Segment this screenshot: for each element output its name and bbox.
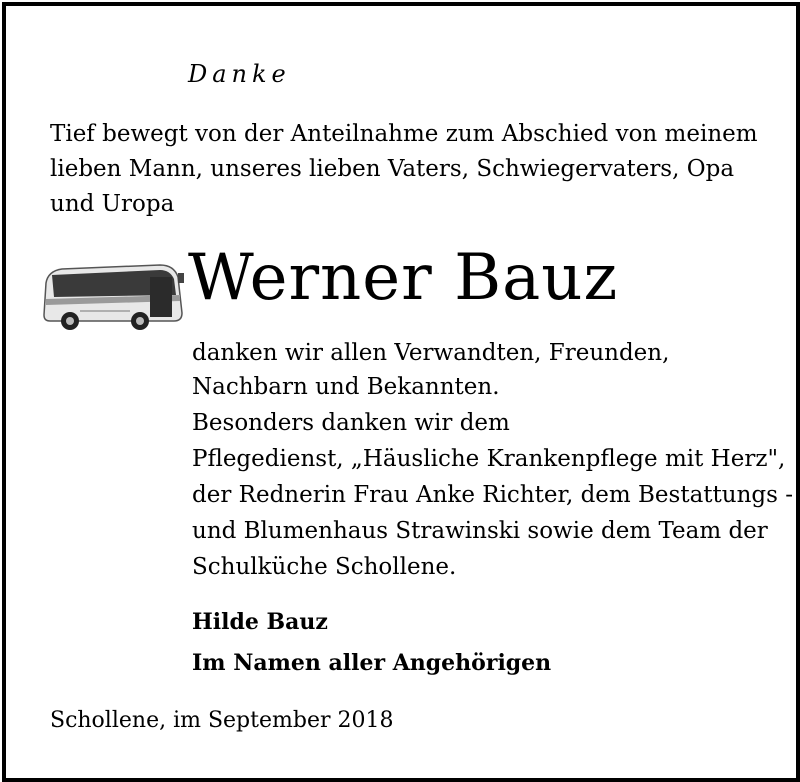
intro-line: lieben Mann, unseres lieben Vaters, Schwiegervaters, Opa: [50, 156, 735, 182]
heading-danke: Danke: [188, 60, 291, 88]
body-line: danken wir allen Verwandten, Freunden,: [192, 340, 670, 366]
body-line: Nachbarn und Bekannten.: [192, 374, 500, 400]
coach-bus-icon: [40, 259, 188, 333]
body-line: und Blumenhaus Strawinski sowie dem Team der: [192, 518, 768, 544]
place-date: Schollene, im September 2018: [50, 708, 394, 733]
body-line: Besonders danken wir dem: [192, 410, 510, 436]
body-line: Pflegedienst, „Häusliche Krankenpflege mit Herz",: [192, 446, 786, 472]
signature-on-behalf: Im Namen aller Angehörigen: [192, 650, 552, 676]
intro-line: und Uropa: [50, 191, 175, 217]
body-line: der Rednerin Frau Anke Richter, dem Bestattungs -: [192, 482, 794, 508]
intro-line: Tief bewegt von der Anteilnahme zum Abschied von meinem: [50, 121, 758, 147]
signature-name: Hilde Bauz: [192, 609, 328, 635]
deceased-name: Werner Bauz: [188, 241, 619, 315]
notice-frame: [2, 2, 800, 782]
body-line: Schulküche Schollene.: [192, 554, 457, 580]
